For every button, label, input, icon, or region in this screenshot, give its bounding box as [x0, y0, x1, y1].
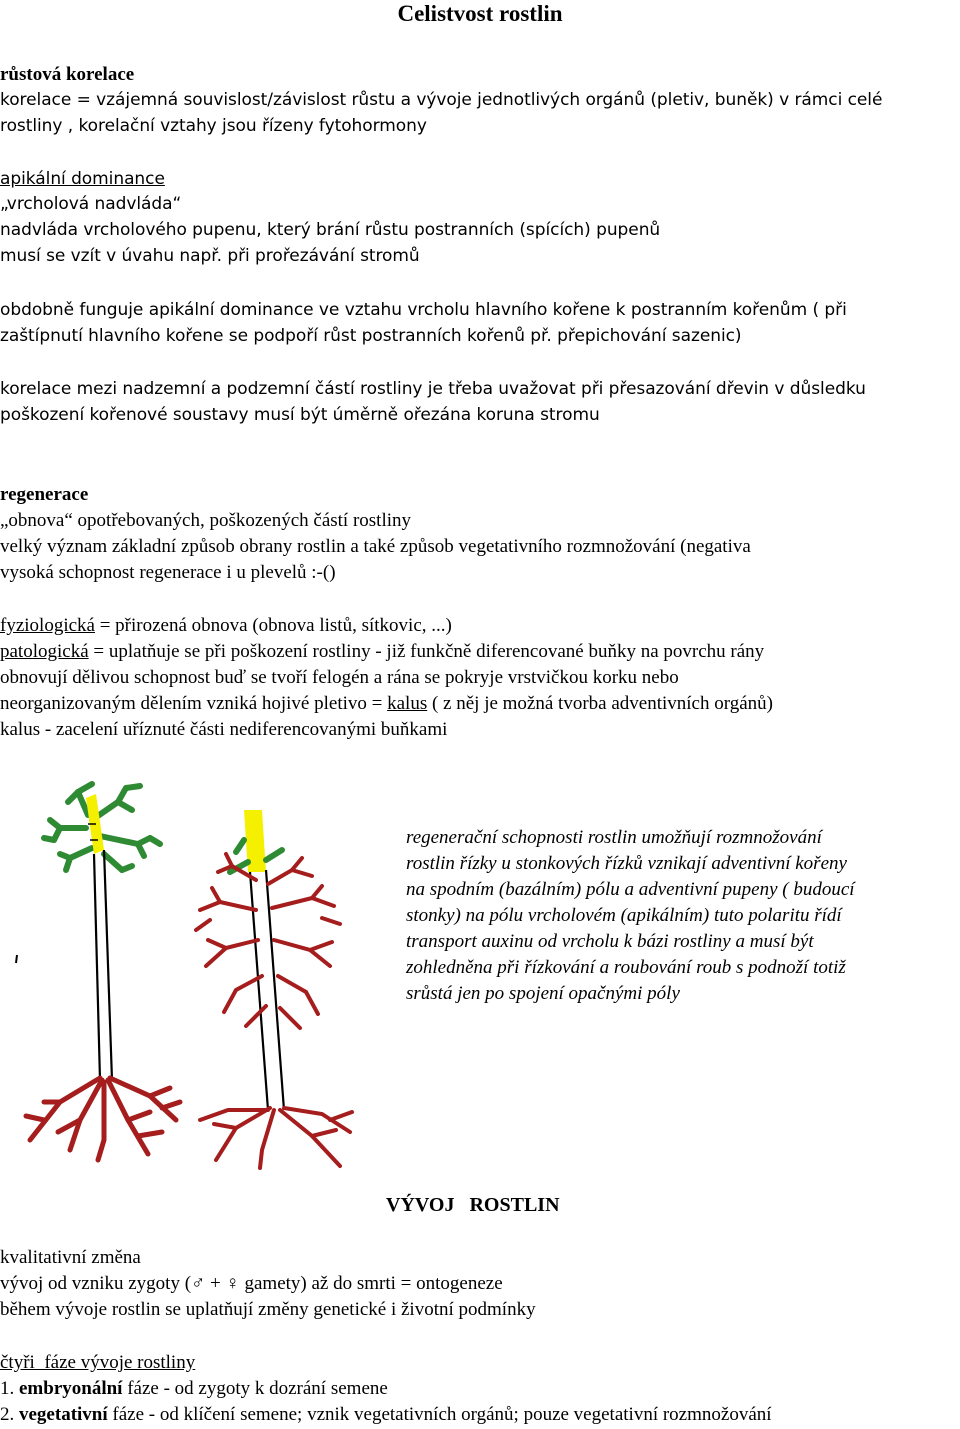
page-title: Celistvost rostlin — [397, 1, 563, 26]
patologicka-definition: = uplatňuje se při poškození rostliny - již funkčně diferencované buňky na povrchu rány — [88, 641, 765, 662]
term-patologicka: patologická — [0, 641, 89, 662]
faze-item-1 — [0, 1376, 388, 1402]
right-cutting — [196, 810, 352, 1168]
patologicka-line-3-end: ( z něj je možná tvorba adventivních orgánů) — [427, 693, 773, 714]
apikalni-line-1: „vrcholová nadvláda“ — [0, 194, 182, 214]
faze-item-1-term: embryonální — [19, 1378, 123, 1399]
apikalni-para2-line-1: obdobně funguje apikální dominance ve vztahu vrcholu hlavního kořene k postranním kořenům ( při — [0, 300, 847, 320]
faze-item-2-term: vegetativní — [19, 1404, 108, 1425]
faze-item-1-number: 1. — [0, 1378, 19, 1399]
apikalni-para2-line-2: zaštípnutí hlavního kořene se podpoří růst postranních kořenů př. přepichování sazenic) — [0, 326, 742, 346]
vyvoj-line-3: během vývoje rostlin se uplatňují změny genetické i životní podmínky — [0, 1299, 536, 1320]
vyvoj-line-1: kvalitativní změna — [0, 1247, 141, 1268]
regenerace-line-1: „obnova“ opotřebovaných, poškozených částí rostliny — [0, 510, 412, 531]
fyziologicka-definition: = přirozená obnova (obnova listů, sítkovic, ...) — [94, 615, 452, 636]
kalus-line: kalus - zacelení uříznuté části nediferencovanými buňkami — [0, 719, 448, 740]
patologicka-line-2: obnovují dělivou schopnost buď se tvoří felogén a rána se pokryje vrstvičkou korku nebo — [0, 667, 679, 688]
faze-heading: čtyři fáze vývoje rostliny — [0, 1352, 196, 1373]
apikalni-para3-line-2: poškození kořenové soustavy musí být úměrně ořezána koruna stromu — [0, 405, 600, 425]
vyvoj-line-2: vývoj od vzniku zygoty (♂ + ♀ gamety) až do smrti = ontogeneze — [0, 1273, 503, 1294]
cuttings-illustration — [0, 780, 380, 1170]
apikalni-line-3: musí se vzít v úvahu např. při prořezávání stromů — [0, 246, 420, 266]
caption-line-5: transport auxinu od vrcholu k bázi rostliny a musí být — [406, 931, 814, 952]
right-cutting-roots — [196, 854, 352, 1168]
regenerace-line-2: velký význam základní způsob obrany rostlin a také způsob vegetativního rozmnožování (negativa — [0, 536, 751, 557]
apikalni-para3-line-1: korelace mezi nadzemní a podzemní částí rostliny je třeba uvažovat při přesazování dřevin v důsledku — [0, 379, 866, 399]
faze-item-1-text: fáze - od zygoty k dozrání semene — [122, 1378, 388, 1399]
faze-item-2-number: 2. — [0, 1404, 19, 1425]
term-fyziologicka: fyziologická — [0, 615, 95, 636]
left-cutting — [26, 784, 180, 1160]
heading-regenerace: regenerace — [0, 484, 89, 505]
section-title-vyvoj: VÝVOJ ROSTLIN — [386, 1194, 560, 1216]
faze-item-2 — [0, 1402, 772, 1428]
regenerace-line-3: vysoká schopnost regenerace i u plevelů :-() — [0, 562, 336, 583]
caption-line-3: na spodním (bazálním) pólu a adventivní pupeny ( budoucí — [406, 879, 855, 900]
left-cutting-stem — [94, 850, 112, 1080]
caption-line-7: srůstá jen po spojení opačnými póly — [406, 983, 680, 1004]
patologicka-line-3-start: neorganizovaným dělením vzniká hojivé pletivo = — [0, 693, 388, 714]
fyziologicka-line — [0, 613, 452, 639]
stray-mark — [16, 955, 17, 963]
patologicka-line-3 — [0, 691, 773, 717]
heading-rustova-korelace: růstová korelace — [0, 64, 135, 85]
caption-line-4: stonky) na pólu vrcholovém (apikálním) tuto polaritu řídí — [406, 905, 842, 926]
caption-line-1: regenerační schopnosti rostlin umožňují rozmnožování — [406, 827, 822, 848]
left-cutting-shoots — [44, 784, 160, 870]
caption-line-2: rostlin řízky u stonkových řízků vznikají adventivní kořeny — [406, 853, 847, 874]
korelace-line-1: korelace = vzájemná souvislost/závislost růstu a vývoje jednotlivých orgánů (pletiv, buněk) v rámci celé — [0, 90, 883, 110]
caption-line-6: zohledněna při řízkování a roubování roub s podnoží totiž — [406, 957, 846, 978]
heading-apikalni-dominance: apikální dominance — [0, 169, 165, 189]
term-kalus: kalus — [387, 693, 428, 714]
faze-item-2-text: fáze - od klíčení semene; vznik vegetativních orgánů; pouze vegetativní rozmnožování — [107, 1404, 772, 1425]
patologicka-line — [0, 639, 764, 665]
korelace-line-2: rostliny , korelační vztahy jsou řízeny fytohormony — [0, 116, 427, 136]
apikalni-line-2: nadvláda vrcholového pupenu, který brání růstu postranních (spících) pupenů — [0, 220, 661, 240]
left-cutting-roots — [26, 1078, 180, 1160]
